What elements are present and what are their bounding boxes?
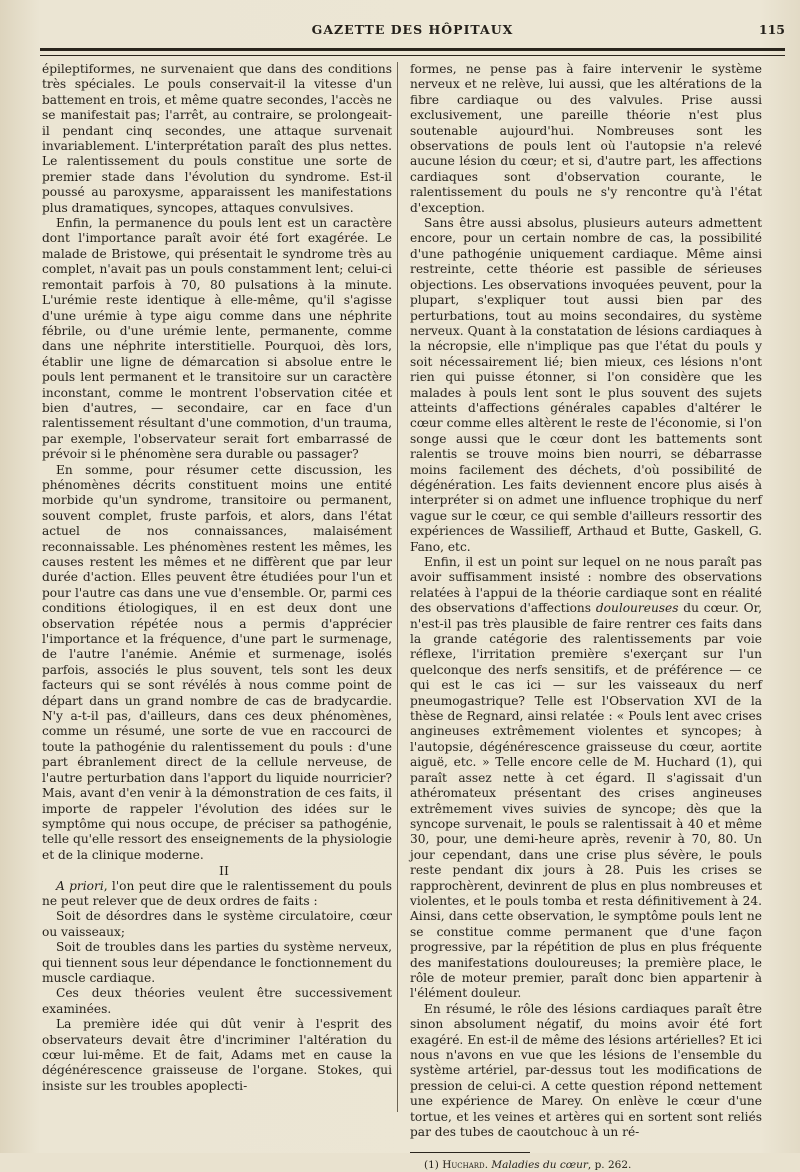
paragraph: Soit de troubles dans les parties du système nerveux, qui tiennent sous leur dépendance le fonctionnement du muscle cardiaque.: [42, 940, 392, 985]
paragraph: La première idée qui dût venir à l'esprit des observateurs devait être d'incriminer l'altération du cœur lui-même. Et de fait, Adams met en cause la dégénérescence graisseuse de l'organe. Stokes, qui insiste sur les troubles apoplecti-: [42, 1017, 392, 1093]
paragraph: [410, 555, 762, 1002]
header-rule-thick: [40, 48, 785, 51]
paragraph: Sans être aussi absolus, plusieurs auteurs admettent encore, pour un certain nombre de cas, la possibilité d'une pathogénie uniquement cardiaque. Même ainsi restreinte, cette théorie est passible de sérieuses objections. Les observations invoquées peuvent, pour la plupart, s'expliquer tout aussi bien par des perturbations, tout au moins secondaires, du système nerveux. Quant à la constatation de lésions cardiaques à la nécropsie, elle n'implique pas que l'état du pouls y soit nécessairement lié; bien mieux, ces lésions n'ont rien qui puisse étonner, si l'on considère que les malades à pouls lent sont le plus souvent des sujets atteints d'affections générales capables d'altérer le cœur comme elles altèrent le reste de l'économie, si l'on songe aussi que le cœur dont les battements sont ralentis se trouve moins bien nourri, se débarrasse moins facilement des déchets, d'où possibilité de dégénération. Les faits deviennent encore plus aisés à interpréter si on admet une influence trophique du nerf vague sur le cœur, ce qui semble d'ailleurs ressortir des expériences de Wassilieff, Arthaud et Butte, Gaskell, G. Fano, etc.: [410, 216, 762, 554]
footnote-title: Maladies du cœur: [491, 1159, 588, 1172]
paragraph: Ces deux théories veulent être successivement examinées.: [42, 986, 392, 1016]
left-column: [42, 62, 392, 1094]
italic-text: douloureuses: [595, 601, 679, 616]
footnote-author: Huchard: [442, 1159, 485, 1172]
footnote-sep: .: [484, 1159, 492, 1172]
right-column: [410, 62, 762, 1172]
italic-text: A priori: [56, 878, 104, 893]
footnote: [410, 1159, 762, 1172]
header-rule-thin: [40, 55, 785, 56]
paragraph-text: Enfin, il est un point sur lequel on ne nous paraît pas avoir suffisamment insisté : nombre des observations relatées à l'appui de la théorie cardiaque sont en réalité des observations d'affections: [410, 555, 762, 616]
paragraph-text: du cœur. Or, n'est-il pas très plausible de faire rentrer ces faits dans la grande catégorie des ralentissements par voie réflexe, l'irritation première s'exerçant sur l'un quelconque des nerfs sensitifs, et de préférence — ce qui est le cas ici — sur les vaisseaux du nerf pneumogastrique? Telle est l'Observation XVI de la thèse de Regnard, ainsi relatée : « Pouls lent avec crises angineuses extrêmement violentes et syncopes; à l'autopsie, dégénérescence graisseuse du cœur, aortite aiguë, etc. » Telle encore celle de M. Huchard (1), qui paraît assez nette à cet égard. Il s'agissait d'un athéromateux présentant des crises angineuses extrêmement vives suivies de syncope; dès que la syncope survenait, le pouls se ralentissait à 40 et même 30, pour, une demi-heure après, revenir à 70, 80. Un jour cependant, dans une crise plus sévère, le pouls reste pendant dix jours à 28. Puis les crises se rapprochèrent, devinrent de plus en plus nombreuses et violentes, et le pouls tomba et resta définitivement à 24. Ainsi, dans cette observation, le symptôme pouls lent ne se constitue comme permanent que d'une façon progressive, par la répétition de plus en plus fréquente des manifestations douloureuses; la première place, le rôle de moteur premier, paraît donc bien appartenir à l'élément douleur.: [410, 601, 762, 1001]
paragraph: Enfin, la permanence du pouls lent est un caractère dont l'importance paraît avoir été fort exagérée. Le malade de Bristowe, qui présentait le syndrome très au complet, n'avait pas un pouls constamment lent; celui-ci remontait parfois à 70, 80 pulsations à la minute. L'urémie reste identique à elle-même, qu'il s'agisse d'une urémie à type aigu comme dans une néphrite fébrile, ou d'une urémie lente, permanente, comme dans une néphrite interstitielle. Pourquoi, dès lors, établir une ligne de démarcation si absolue entre le pouls lent permanent et le transitoire sur un caractère inconstant, comme le montrent l'observation citée et bien d'autres, — secondaire, car en face d'un ralentissement résultant d'une commotion, d'un trauma, par exemple, l'observateur serait fort embarrassé de prévoir si le phénomène sera durable ou passager?: [42, 216, 392, 462]
paragraph: épileptiformes, ne survenaient que dans des conditions très spéciales. Le pouls conservait-il la vitesse d'un battement en trois, et même quatre secondes, l'accès ne se manifestait pas; l'arrêt, au contraire, se prolongeait-il pendant cinq secondes, une attaque survenait invariablement. L'interprétation paraît des plus nettes. Le ralentissement du pouls constitue une sorte de premier stade dans l'évolution du syndrome. Est-il poussé au paroxysme, apparaissent les manifestations plus dramatiques, syncopes, attaques convulsives.: [42, 62, 392, 215]
column-divider: [397, 62, 398, 1112]
paragraph: En résumé, le rôle des lésions cardiaques paraît être sinon absolument négatif, du moins avoir été fort exagéré. En est-il de même des lésions artérielles? Et ici nous n'avons en vue que les lésions de l'ensemble du système artériel, par-dessus tout les modifications de pression de celui-ci. A cette question répond nettement une expérience de Marey. On enlève le cœur d'une tortue, et les veines et artères qui en sortent sont reliés par des tubes de caoutchouc à un ré-: [410, 1001, 762, 1140]
page-number: 115: [758, 22, 785, 37]
paragraph: En somme, pour résumer cette discussion, les phénomènes décrits constituent moins une entité morbide qu'un syndrome, transitoire ou permanent, souvent complet, fruste parfois, et alors, dans l'état actuel de nos connaissances, malaisément reconnaissable. Les phénomènes restent les mêmes, les causes restent les mêmes et ne diffèrent que par leur durée d'action. Elles peuvent être étudiées pour l'un et pour l'autre cas dans une vue d'ensemble. Or, parmi ces conditions étiologiques, il en est deux dont une observation répétée nous a permis d'apprécier l'importance et la fréquence, d'une part le surmenage, de l'autre l'anémie. Anémie et surmenage, isolés parfois, associés le plus souvent, tels sont les deux facteurs qui se sont révélés à nous comme point de départ dans un grand nombre de cas de bradycardie. N'y a-t-il pas, d'ailleurs, dans ces deux phénomènes, comme un résumé, une sorte de vue en raccourci de toute la pathogénie du ralentissement du pouls : d'une part ébranlement direct de la cellule nerveuse, de l'autre perturbation dans l'apport du liquide nourricier? Mais, avant d'en venir à la démonstration de ces faits, il importe de rappeler l'évolution des idées sur le symptôme qui nous occupe, de préciser sa pathogénie, telle qu'elle ressort des enseignements de la physiologie et de la clinique moderne.: [42, 462, 392, 862]
running-title: GAZETTE DES HÔPITAUX: [311, 22, 514, 37]
footnote-number: (1): [424, 1159, 443, 1172]
page-header: [40, 22, 785, 42]
paragraph-text: , l'on peut dire que le ralentissement du pouls ne peut relever que de deux ordres de faits :: [42, 878, 392, 908]
paragraph: Soit de désordres dans le système circulatoire, cœur ou vaisseaux;: [42, 909, 392, 939]
paragraph: formes, ne pense pas à faire intervenir le système nerveux et ne relève, lui aussi, que les altérations de la fibre cardiaque ou des valvules. Prise aussi exclusivement, une pareille théorie n'est plus soutenable aujourd'hui. Nombreuses sont les observations de pouls lent où l'autopsie n'a relevé aucune lésion du cœur; et si, d'autre part, les affections cardiaques sont d'observation courante, le ralentissement du pouls ne s'y rencontre qu'à l'état d'exception.: [410, 62, 762, 215]
footnote-page: , p. 262.: [587, 1159, 632, 1172]
section-number: II: [219, 863, 229, 879]
paragraph: [42, 879, 392, 910]
